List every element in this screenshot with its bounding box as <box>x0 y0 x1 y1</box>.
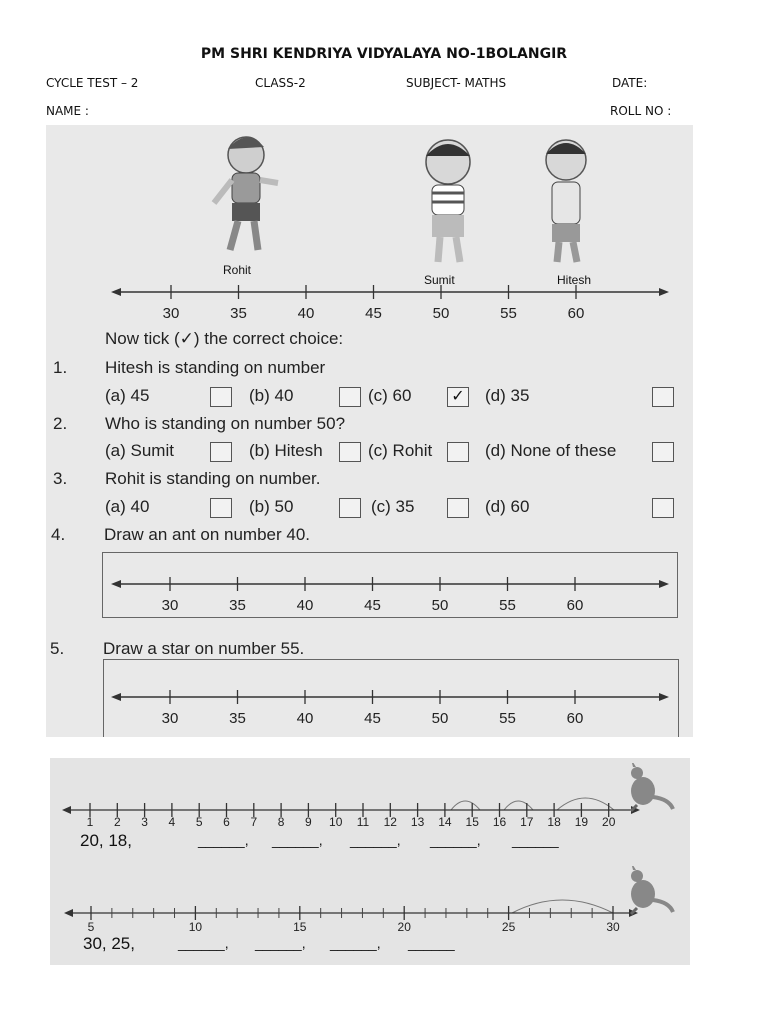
tick-label: 35 <box>229 710 246 725</box>
q3-option-d-checkbox[interactable] <box>652 498 674 518</box>
tick-label: 19 <box>574 815 589 828</box>
tick-label: 11 <box>356 815 370 828</box>
tick-label: 30 <box>161 710 179 725</box>
worksheet-photo-2 <box>50 758 690 965</box>
date-label: DATE: <box>612 76 648 90</box>
instruction-text: Now tick (✓) the correct choice: <box>105 329 344 348</box>
sequence-2-blank-4[interactable]: ______ <box>408 935 455 951</box>
question-1-text: Hitesh is standing on number <box>105 358 326 377</box>
tick-label: 8 <box>277 815 285 828</box>
tick-label: 45 <box>365 305 382 320</box>
sumit-illustration <box>406 130 491 270</box>
q2-option-d: (d) None of these <box>485 441 617 460</box>
tick-label: 5 <box>87 920 95 933</box>
tick-label: 50 <box>432 305 450 320</box>
tick-label: 55 <box>499 597 516 612</box>
sequence-1-blank-3[interactable]: ______, <box>350 832 401 848</box>
tick-label: 50 <box>431 597 449 612</box>
tick-label: 14 <box>438 815 452 828</box>
number-line-5-to-30 <box>60 893 640 933</box>
question-1-number: 1. <box>53 358 68 377</box>
q3-option-b-checkbox[interactable] <box>339 498 361 518</box>
question-5-text: Draw a star on number 55. <box>103 639 305 658</box>
tick-label: 25 <box>501 920 516 933</box>
sequence-1-blank-2[interactable]: ______, <box>272 832 323 848</box>
tick-label: 35 <box>229 597 246 612</box>
sequence-1-blank-5[interactable]: ______ <box>512 832 559 848</box>
sumit-label: Sumit <box>424 273 455 287</box>
check-mark-icon: ✓ <box>451 388 465 405</box>
name-label: NAME : <box>46 104 89 118</box>
tick-label: 16 <box>492 815 507 828</box>
cycle-test-label: CYCLE TEST – 2 <box>46 76 139 90</box>
tick-label: 10 <box>329 815 343 828</box>
tick-label: 45 <box>364 710 381 725</box>
tick-label: 17 <box>520 815 534 828</box>
number-line-q5 <box>111 685 671 725</box>
question-3-text: Rohit is standing on number. <box>105 469 321 488</box>
tick-label: 50 <box>431 710 449 725</box>
tick-label: 18 <box>547 815 561 828</box>
tick-label: 4 <box>168 815 176 828</box>
kangaroo-icon <box>615 763 675 813</box>
q3-option-c: (c) 35 <box>371 497 415 516</box>
sequence-1-start: 20, 18, <box>80 831 132 850</box>
number-line-q4 <box>111 572 671 612</box>
rohit-illustration <box>196 125 296 260</box>
tick-label: 2 <box>113 815 121 828</box>
tick-label: 5 <box>195 815 203 828</box>
question-3-number: 3. <box>53 469 68 488</box>
kangaroo-icon-2 <box>615 866 675 916</box>
sequence-2-start: 30, 25, <box>83 934 135 953</box>
q2-option-a-checkbox[interactable] <box>210 442 232 462</box>
tick-label: 20 <box>397 920 411 933</box>
tick-label: 6 <box>223 815 230 828</box>
tick-label: 20 <box>602 815 616 828</box>
sequence-1-blank-1[interactable]: ______, <box>198 832 249 848</box>
q1-option-c: (c) 60 <box>368 386 412 405</box>
tick-label: 40 <box>296 597 314 612</box>
q1-option-c-checkbox[interactable] <box>447 387 469 407</box>
q1-option-d: (d) 35 <box>485 386 530 405</box>
tick-label: 40 <box>296 710 314 725</box>
tick-label: 3 <box>141 815 148 828</box>
number-line-top <box>111 280 671 320</box>
q1-option-d-checkbox[interactable] <box>652 387 674 407</box>
q2-option-d-checkbox[interactable] <box>652 442 674 462</box>
tick-label: 30 <box>606 920 620 933</box>
tick-label: 30 <box>161 597 179 612</box>
tick-label: 55 <box>499 710 516 725</box>
tick-label: 40 <box>297 305 315 320</box>
sequence-2-blank-3[interactable]: ______, <box>330 935 381 951</box>
q3-option-d: (d) 60 <box>485 497 530 516</box>
tick-label: 13 <box>410 815 425 828</box>
question-4-text: Draw an ant on number 40. <box>104 525 311 544</box>
q3-option-b: (b) 50 <box>249 497 294 516</box>
sequence-2-blank-2[interactable]: ______, <box>255 935 306 951</box>
q3-option-a: (a) 40 <box>105 497 150 516</box>
tick-label: 30 <box>162 305 180 320</box>
hitesh-label: Hitesh <box>557 273 592 287</box>
hitesh-illustration <box>526 130 606 270</box>
tick-label: 1 <box>86 815 94 828</box>
q1-option-a: (a) 45 <box>105 386 150 405</box>
sequence-2-blank-1[interactable]: ______, <box>178 935 229 951</box>
sequence-1-blank-4[interactable]: ______, <box>430 832 481 848</box>
tick-label: 12 <box>383 815 397 828</box>
tick-label: 60 <box>566 597 584 612</box>
question-2-number: 2. <box>53 414 68 433</box>
q2-option-a: (a) Sumit <box>105 441 174 460</box>
q3-option-c-checkbox[interactable] <box>447 498 469 518</box>
tick-label: 55 <box>500 305 517 320</box>
class-label: CLASS-2 <box>255 76 306 90</box>
q2-option-c-checkbox[interactable] <box>447 442 469 462</box>
q2-option-b-checkbox[interactable] <box>339 442 361 462</box>
tick-label: 60 <box>567 305 585 320</box>
q1-option-b-checkbox[interactable] <box>339 387 361 407</box>
q3-option-a-checkbox[interactable] <box>210 498 232 518</box>
roll-no-label: ROLL NO : <box>610 104 672 118</box>
tick-label: 10 <box>188 920 203 933</box>
tick-label: 9 <box>305 815 312 828</box>
tick-label: 35 <box>230 305 247 320</box>
rohit-label: Rohit <box>223 263 252 277</box>
tick-label: 15 <box>465 815 479 828</box>
q1-option-b: (b) 40 <box>249 386 294 405</box>
q1-option-a-checkbox[interactable] <box>210 387 232 407</box>
tick-label: 15 <box>293 920 307 933</box>
tick-label: 60 <box>566 710 584 725</box>
q2-option-b: (b) Hitesh <box>249 441 323 460</box>
page-title: PM SHRI KENDRIYA VIDYALAYA NO-1BOLANGIR <box>200 46 568 62</box>
subject-label: SUBJECT- MATHS <box>406 76 507 90</box>
number-line-1-to-20 <box>60 788 640 828</box>
question-2-text: Who is standing on number 50? <box>105 414 346 433</box>
question-4-number: 4. <box>51 525 66 544</box>
q2-option-c: (c) Rohit <box>368 441 433 460</box>
tick-label: 45 <box>364 597 381 612</box>
question-5-number: 5. <box>50 639 65 658</box>
tick-label: 7 <box>250 815 258 828</box>
worksheet-photo-1 <box>46 125 693 737</box>
